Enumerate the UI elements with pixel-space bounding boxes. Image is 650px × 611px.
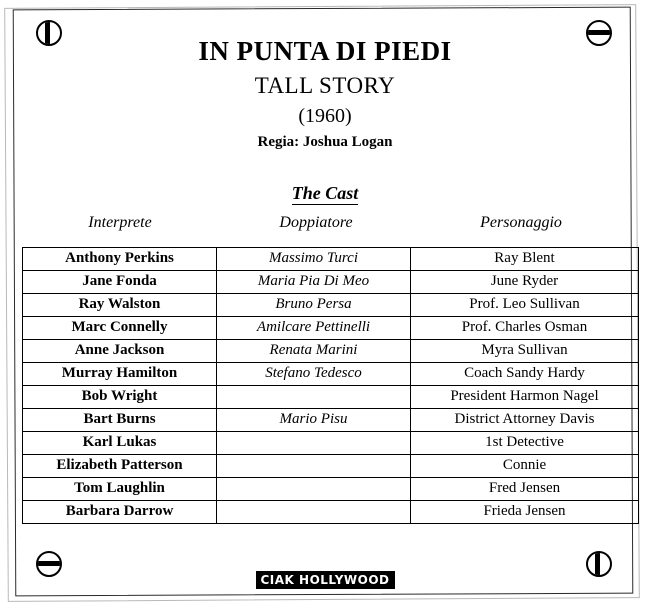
table-row [23, 248, 639, 271]
cell-actor: Anne Jackson [23, 340, 217, 363]
cell-actor: Tom Laughlin [23, 478, 217, 501]
site-logo-label: CIAK HOLLYWOOD [256, 571, 395, 589]
cast-section-heading [0, 183, 650, 204]
cell-character: Connie [411, 455, 639, 478]
director-credit: Regia: Joshua Logan [257, 134, 393, 151]
cell-dubber: Massimo Turci [217, 248, 411, 271]
cell-actor: Anthony Perkins [23, 248, 217, 271]
cell-character: Prof. Charles Osman [411, 317, 639, 340]
table-row [23, 294, 639, 317]
table-row [23, 409, 639, 432]
table-row [23, 317, 639, 340]
cell-actor: Murray Hamilton [23, 363, 217, 386]
cell-character: Fred Jensen [411, 478, 639, 501]
cell-dubber: Bruno Persa [217, 294, 411, 317]
cell-dubber [217, 478, 411, 501]
page-title: IN PUNTA DI PIEDI [198, 36, 452, 66]
cell-actor: Ray Walston [23, 294, 217, 317]
title-block [0, 36, 650, 151]
cast-table-body [23, 248, 639, 524]
cell-character: District Attorney Davis [411, 409, 639, 432]
cell-character: Prof. Leo Sullivan [411, 294, 639, 317]
site-logo [0, 571, 650, 589]
cell-dubber: Stefano Tedesco [217, 363, 411, 386]
column-header-doppiatore: Doppiatore [279, 214, 353, 231]
cast-column-headers [22, 214, 628, 232]
cell-actor: Barbara Darrow [23, 501, 217, 524]
cell-character: Ray Blent [411, 248, 639, 271]
cell-character: June Ryder [411, 271, 639, 294]
cell-actor: Jane Fonda [23, 271, 217, 294]
table-row [23, 501, 639, 524]
table-row [23, 271, 639, 294]
table-row [23, 363, 639, 386]
cast-section-heading-label: The Cast [291, 183, 359, 203]
release-year: (1960) [298, 105, 352, 128]
cell-character: Coach Sandy Hardy [411, 363, 639, 386]
cell-dubber: Maria Pia Di Meo [217, 271, 411, 294]
cell-dubber [217, 432, 411, 455]
cell-dubber [217, 386, 411, 409]
cell-dubber: Mario Pisu [217, 409, 411, 432]
cell-dubber [217, 455, 411, 478]
table-row [23, 455, 639, 478]
cell-actor: Bob Wright [23, 386, 217, 409]
cast-table [22, 247, 639, 524]
cell-actor: Elizabeth Patterson [23, 455, 217, 478]
cell-character: Myra Sullivan [411, 340, 639, 363]
cell-dubber: Amilcare Pettinelli [217, 317, 411, 340]
cell-dubber [217, 501, 411, 524]
table-row [23, 386, 639, 409]
cell-character: Frieda Jensen [411, 501, 639, 524]
cell-dubber: Renata Marini [217, 340, 411, 363]
table-row [23, 432, 639, 455]
cell-actor: Karl Lukas [23, 432, 217, 455]
table-row [23, 478, 639, 501]
cell-character: 1st Detective [411, 432, 639, 455]
table-row [23, 340, 639, 363]
cell-actor: Bart Burns [23, 409, 217, 432]
column-header-interprete: Interprete [88, 214, 152, 231]
original-title: TALL STORY [254, 73, 396, 99]
cell-character: President Harmon Nagel [411, 386, 639, 409]
cell-actor: Marc Connelly [23, 317, 217, 340]
column-header-personaggio: Personaggio [480, 214, 562, 231]
